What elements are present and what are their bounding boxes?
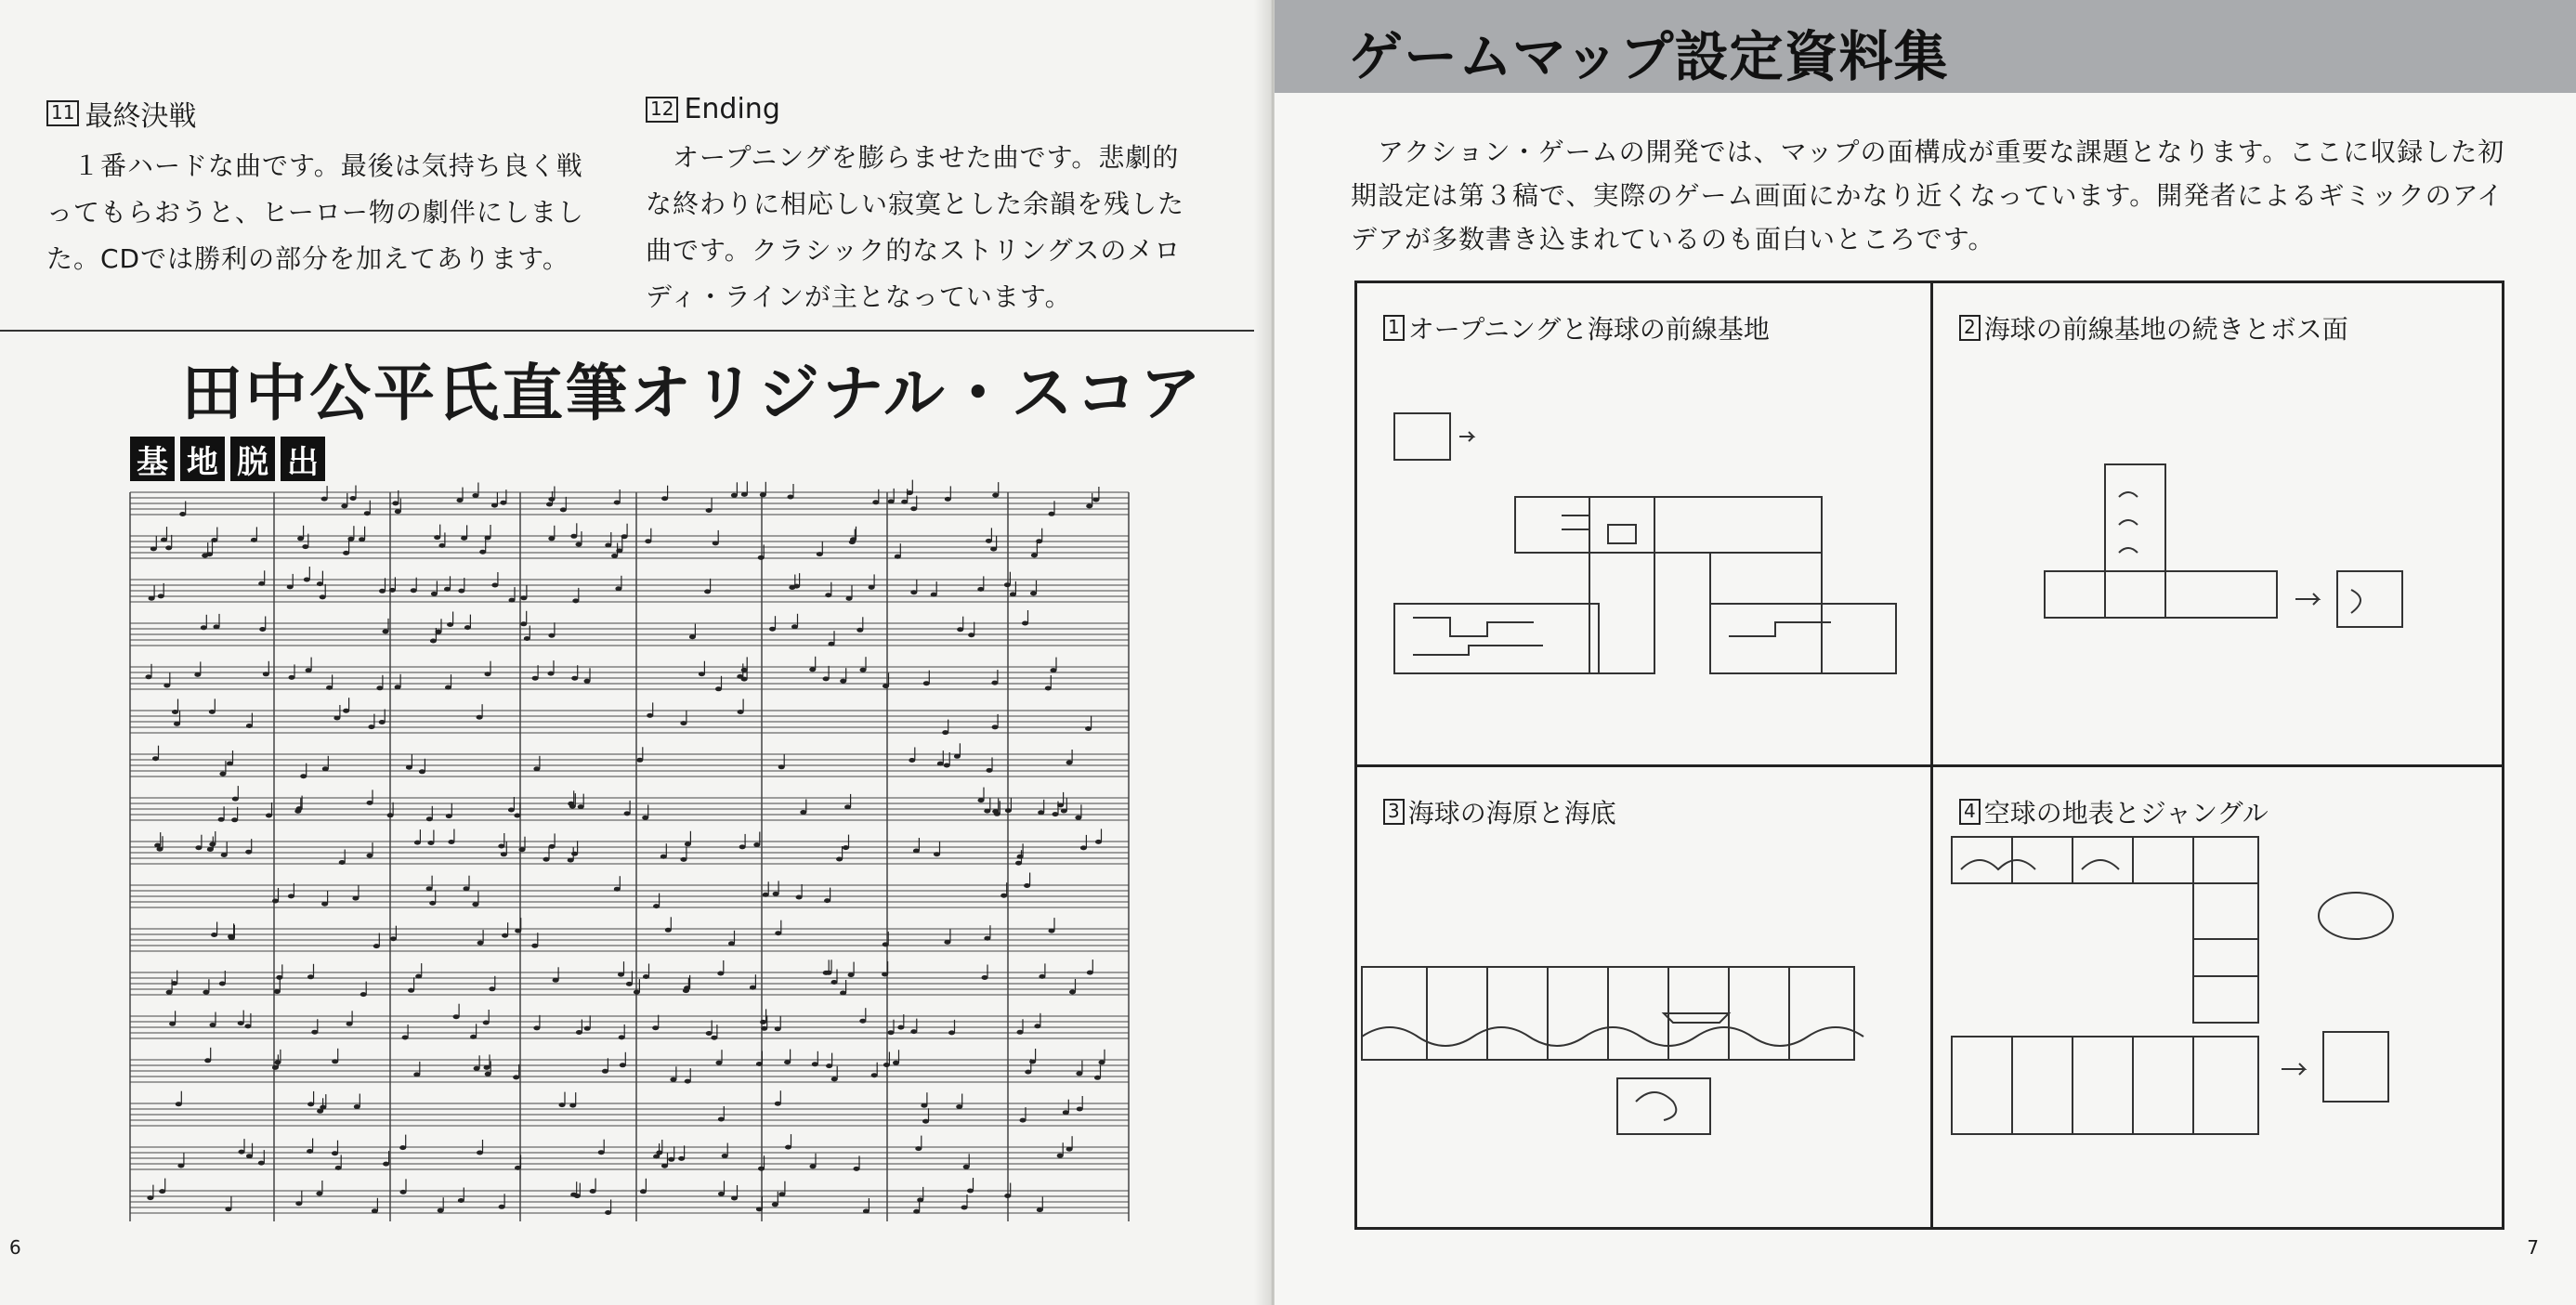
map-cell-2	[1933, 283, 2506, 764]
title-banner	[1275, 0, 2576, 93]
map-sketch-image	[1357, 283, 1930, 764]
subtitle-char: 脱	[230, 437, 275, 481]
section-title: 最終決戦	[85, 100, 197, 133]
map-cell-1	[1357, 283, 1930, 764]
map-label: 海球の海原と海底	[1407, 798, 1616, 829]
divider	[0, 330, 1254, 332]
subtitle-char: 地	[180, 437, 225, 481]
page-number: 6	[9, 1236, 21, 1259]
map-number: 2	[1959, 315, 1981, 341]
map-sketch-image	[1357, 767, 1930, 1248]
section-body: １番ハードな曲です。最後は気持ち良く戦ってもらおうと、ヒーロー物の劇伴にしました。CDでは勝利の部分を加えてあります。	[46, 150, 584, 274]
map-number: 4	[1959, 799, 1981, 825]
map-grid	[1354, 281, 2504, 1230]
section-number: 12	[646, 97, 678, 123]
map-label: 海球の前線基地の続きとボス面	[1983, 314, 2348, 345]
map-cell-3	[1357, 767, 1930, 1248]
map-label: オープニングと海球の前線基地	[1407, 314, 1770, 345]
left-page	[0, 0, 1268, 1305]
map-label: 空球の地表とジャングル	[1983, 798, 2269, 829]
intro-text: アクション・ゲームの開発では、マップの面構成が重要な課題となります。ここに収録した初期設定は第３稿で、実際のゲーム画面にかなり近くなっています。開発者によるギミックのアイデアが多数書き込まれているのも面白いところです。	[1351, 137, 2505, 254]
section-12	[646, 93, 1203, 320]
score-sheet-image	[93, 469, 1138, 1231]
banner-title: ゲームマップ設定資料集	[1349, 25, 1949, 88]
subtitle-char: 基	[130, 437, 175, 481]
page-number: 7	[2527, 1236, 2539, 1259]
map-number: 1	[1383, 315, 1405, 341]
subtitle-char: 出	[281, 437, 325, 481]
right-page	[1275, 0, 2576, 1305]
map-sketch-image	[1933, 283, 2506, 764]
map-cell-4	[1933, 767, 2506, 1248]
section-number: 11	[46, 100, 79, 126]
section-body: オープニングを膨らませた曲です。悲劇的な終わりに相応しい寂寞とした余韻を残した曲です。クラシック的なストリングスのメロディ・ラインが主となっています。	[646, 142, 1185, 312]
map-sketch-image	[1933, 767, 2506, 1248]
map-number: 3	[1383, 799, 1405, 825]
section-title: Ending	[684, 93, 780, 125]
section-11	[46, 93, 604, 282]
score-title: 田中公平氏直筆オリジナル・スコア	[181, 358, 1204, 429]
